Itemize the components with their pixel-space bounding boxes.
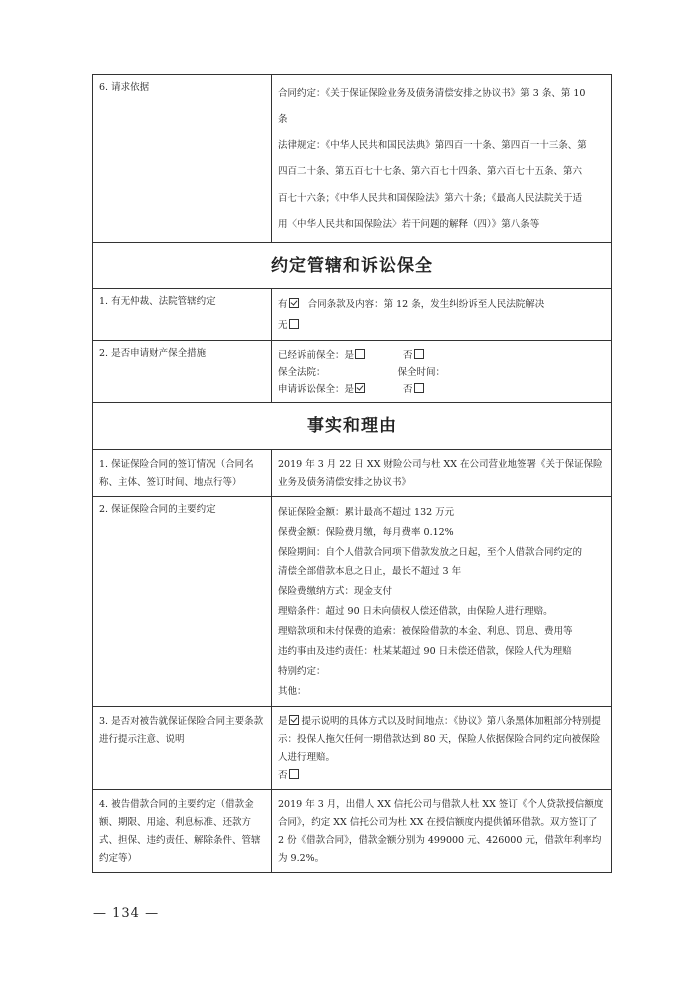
pre-suit-label: 已经诉前保全：是 bbox=[278, 349, 355, 361]
notice-label: 3. 是否对被告就保证保险合同主要条款进行提示注意、说明 bbox=[93, 707, 272, 790]
section-heading-facts: 事实和理由 bbox=[93, 403, 612, 449]
notice-content bbox=[272, 707, 612, 790]
claim-form-table bbox=[92, 74, 612, 873]
text-line: 理赔款项和未付保费的追索：被保险借款的本金、利息、罚息、费用等 bbox=[278, 626, 573, 638]
arbitration-content bbox=[272, 289, 612, 341]
preservation-label: 2. 是否申请财产保全措施 bbox=[93, 340, 272, 402]
text-line: 条 bbox=[278, 114, 288, 126]
claim-basis-label: 6. 请求依据 bbox=[93, 75, 272, 243]
table-row bbox=[93, 75, 612, 243]
text-line: 百七十六条；《中华人民共和国保险法》第六十条；《最高人民法院关于适 bbox=[278, 192, 583, 204]
page-number: — 134 — bbox=[93, 906, 160, 921]
no-label: 否 bbox=[403, 384, 413, 396]
claim-basis-content bbox=[272, 75, 612, 243]
checked-checkbox[interactable] bbox=[289, 715, 299, 725]
notice-text: 提示说明的具体方式以及时间地点：《协议》第八条黑体加粗部分特别提示：投保人拖欠任何一期借款达到 80 天，保险人依据保险合同约定向被保险人进行理赔。 bbox=[278, 716, 601, 764]
text-line: 特别约定： bbox=[278, 666, 326, 678]
document-page bbox=[92, 74, 612, 873]
text-line: 保险期间：自个人借款合同项下借款发放之日起，至个人借款合同约定的 bbox=[278, 546, 583, 558]
main-terms-content bbox=[272, 496, 612, 706]
text-line: 保费金额：保险费月缴，每月费率 0.12% bbox=[278, 526, 454, 538]
table-row bbox=[93, 340, 612, 402]
text-line: 保证保险金额：累计最高不超过 132 万元 bbox=[278, 506, 455, 518]
loan-terms-label: 4. 被告借款合同的主要约定（借款金额、期限、用途、利息标准、还款方式、担保、违约责任、解除条件、管辖约定等） bbox=[93, 790, 272, 873]
court-label: 保全法院： bbox=[278, 367, 326, 379]
preservation-content bbox=[272, 340, 612, 402]
no-label: 否 bbox=[278, 770, 288, 782]
text-line: 违约事由及违约责任：杜某某超过 90 日未偿还借款，保险人代为理赔 bbox=[278, 646, 572, 658]
loan-terms-content: 2019 年 3 月，出借人 XX 信托公司与借款人杜 XX 签订《个人贷款授信额度合同》，约定 XX 信托公司为杜 XX 在授信额度内提供循环借款。双方签订了 2 份《借款合同》，借款金额分别为 499000 元、426000 元，借款年利率均为 9.2%。 bbox=[272, 790, 612, 873]
unchecked-checkbox[interactable] bbox=[289, 319, 299, 329]
signing-label: 1. 保证保险合同的签订情况（合同名称、主体、签订时间、地点行等） bbox=[93, 449, 272, 496]
table-row bbox=[93, 449, 612, 496]
unchecked-checkbox[interactable] bbox=[414, 349, 424, 359]
text-line: 其他： bbox=[278, 686, 307, 698]
checked-checkbox[interactable] bbox=[355, 383, 365, 393]
arbitration-clause-text: 合同条款及内容：第 12 条，发生纠纷诉至人民法院解决 bbox=[307, 299, 545, 311]
time-label: 保全时间： bbox=[397, 367, 446, 379]
table-row bbox=[93, 707, 612, 790]
table-row bbox=[93, 403, 612, 449]
text-line: 合同约定：《关于保证保险业务及债务清偿安排之协议书》第 3 条、第 10 bbox=[278, 88, 586, 99]
signing-content: 2019 年 3 月 22 日 XX 财险公司与杜 XX 在公司营业地签署《关于保证保险业务及债务清偿安排之协议书》 bbox=[272, 449, 612, 496]
unchecked-checkbox[interactable] bbox=[289, 769, 299, 779]
checked-checkbox[interactable] bbox=[289, 298, 299, 308]
unchecked-checkbox[interactable] bbox=[414, 383, 424, 393]
text-line: 四百二十条、第五百七十七条、第六百七十四条、第六百七十五条、第六 bbox=[278, 166, 583, 178]
no-label: 否 bbox=[403, 349, 413, 361]
main-terms-label: 2. 保证保险合同的主要约定 bbox=[93, 496, 272, 706]
section-heading-jurisdiction: 约定管辖和诉讼保全 bbox=[93, 242, 612, 288]
table-row bbox=[93, 242, 612, 288]
text-line: 理赔条件：超过 90 日未向债权人偿还借款，由保险人进行理赔。 bbox=[278, 606, 553, 618]
yes-label: 是 bbox=[278, 716, 288, 728]
text-line: 清偿全部借款本息之日止，最长不超过 3 年 bbox=[278, 566, 462, 578]
table-row bbox=[93, 790, 612, 873]
text-line: 法律规定：《中华人民共和国民法典》第四百一十条、第四百一十三条、第 bbox=[278, 140, 587, 152]
table-row bbox=[93, 289, 612, 341]
in-suit-label: 申请诉讼保全：是 bbox=[278, 384, 355, 396]
text-line: 保险费缴纳方式：现金支付 bbox=[278, 586, 393, 598]
unchecked-checkbox[interactable] bbox=[355, 349, 365, 359]
table-row bbox=[93, 496, 612, 706]
no-label: 无 bbox=[278, 319, 288, 331]
text-line: 用〈中华人民共和国保险法〉若干问题的解释（四）》第八条等 bbox=[278, 218, 540, 230]
yes-label: 有 bbox=[278, 299, 288, 311]
arbitration-label: 1. 有无仲裁、法院管辖约定 bbox=[93, 289, 272, 341]
